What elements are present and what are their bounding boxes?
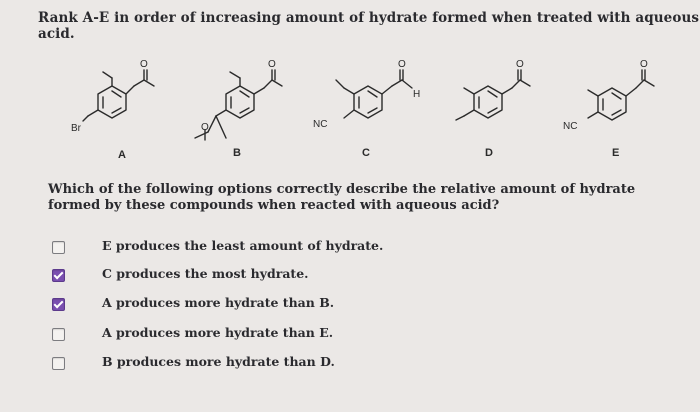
atom-o-c: O [398, 59, 406, 70]
substituent-c: NC [313, 119, 328, 130]
checkbox-option-5[interactable] [52, 357, 65, 370]
label-c: C [362, 147, 370, 159]
option-1[interactable] [52, 238, 572, 258]
option-2[interactable] [52, 266, 572, 286]
option-5[interactable] [52, 354, 572, 374]
molecule-c [313, 59, 420, 159]
label-e: E [612, 147, 620, 159]
question-text: Which of the following options correctly describe the relative amount of hydrate formed by these compounds when reacted with aqueous acid? [48, 182, 636, 213]
molecule-structures [0, 0, 700, 175]
label-b: B [233, 147, 241, 159]
substituent-e: NC [563, 121, 578, 132]
label-d: D [485, 147, 493, 159]
molecule-a [71, 59, 154, 161]
option-4[interactable] [52, 325, 572, 345]
atom-o-b2: O [201, 122, 209, 133]
question-title: Rank A-E in order of increasing amount of hydrate formed when treated with aqueous acid. [38, 10, 700, 42]
checkbox-option-2[interactable] [52, 269, 65, 282]
checkbox-option-4[interactable] [52, 328, 65, 341]
option-4-label: A produces more hydrate than E. [102, 325, 334, 340]
option-1-label: E produces the least amount of hydrate. [102, 238, 384, 253]
checkbox-option-1[interactable] [52, 241, 65, 254]
molecule-d [456, 59, 530, 159]
atom-o-b1: O [268, 59, 276, 70]
option-5-label: B produces more hydrate than D. [102, 354, 335, 369]
atom-o-a: O [140, 59, 148, 70]
option-3[interactable] [52, 295, 572, 315]
atom-o-d: O [516, 59, 524, 70]
option-2-label: C produces the most hydrate. [102, 266, 309, 281]
molecule-e [563, 59, 654, 159]
atom-h-c: H [413, 89, 421, 100]
molecule-b [195, 59, 282, 159]
checkbox-option-3[interactable] [52, 298, 65, 311]
label-a: A [118, 149, 126, 161]
atom-o-e: O [640, 59, 648, 70]
substituent-a: Br [71, 123, 81, 134]
option-3-label: A produces more hydrate than B. [102, 295, 335, 310]
